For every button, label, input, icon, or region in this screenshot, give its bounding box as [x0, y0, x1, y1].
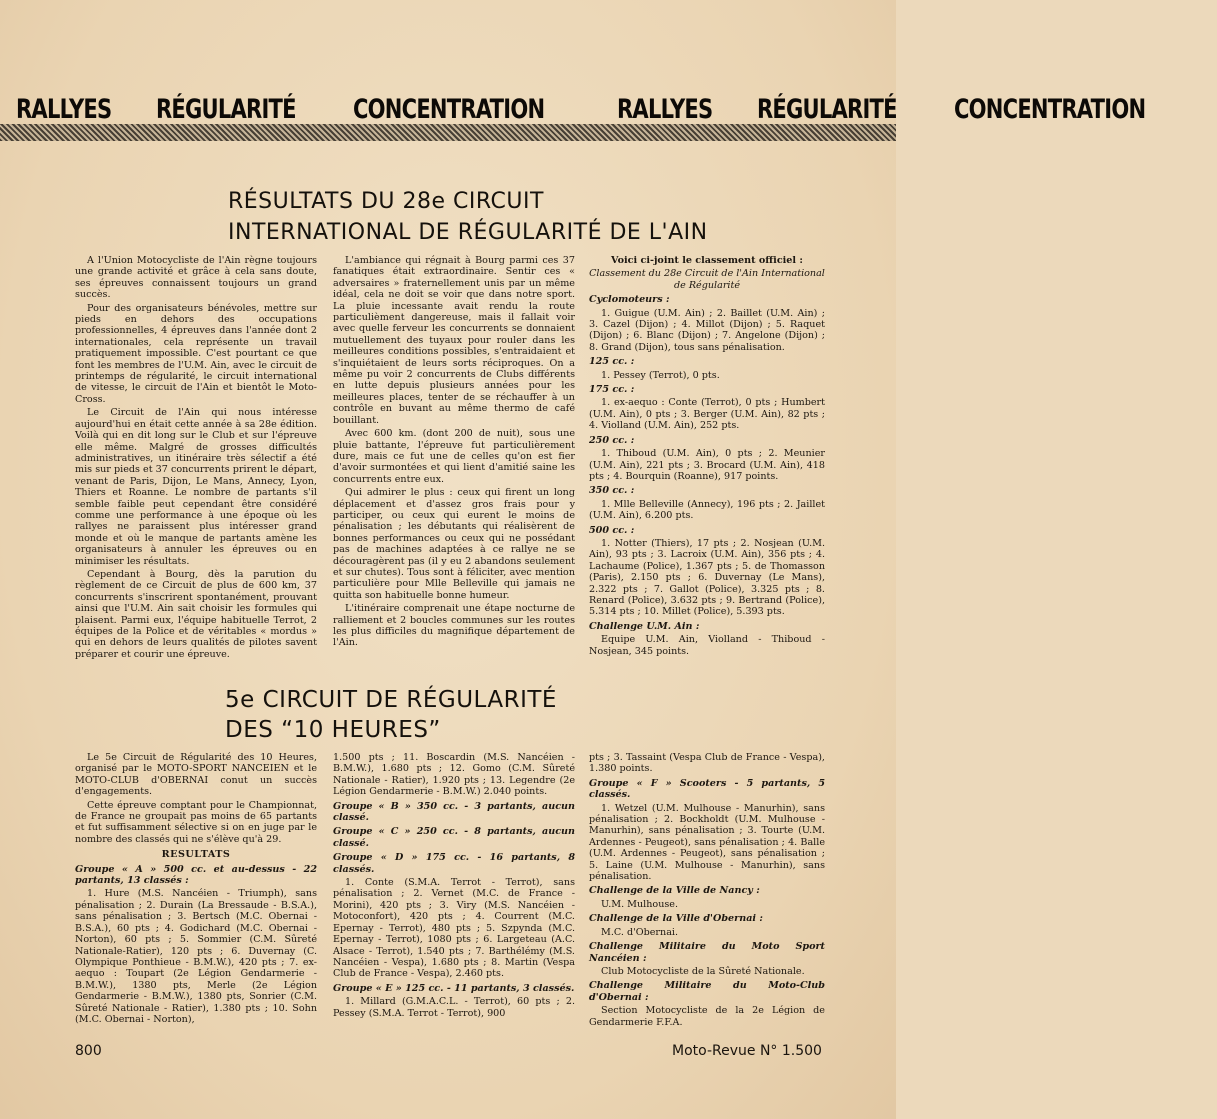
class-results: 1. Conte (S.M.A. Terrot - Terrot), sans pénalisation ; 2. Vernet (M.C. de France - Morini), 420 pts ; 3. Viry (M.S. Nancéien - Motoconfort), 420 pts ; 4. Courrent (M.C. Epernay - Terrot), 480 pts ; 5. Szpynda (M.C. Epernay - Terrot), 1080 pts ; 6. Largeteau (A.C. Alsace - Terrot), 1.540 pts ; 7. Barthélémy (M.S. Nancéien - Vespa), 1.680 pts ; 8. Martin (Vespa Club de France - Vespa), 2.460 pts.: [333, 877, 575, 980]
article2-column-1: [75, 752, 317, 1027]
class-heading: Challenge Militaire du Moto-Club d'Obernai :: [589, 980, 825, 1003]
class-heading: Groupe « C » 250 cc. - 8 partants, aucun classé.: [333, 826, 575, 849]
results-subtitle: Classement du 28e Circuit de l'Ain International de Régularité: [589, 268, 825, 291]
class-heading: Groupe « F » Scooters - 5 partants, 5 classés.: [589, 777, 825, 801]
banner-word: CONCENTRATION: [954, 93, 1146, 125]
article1-column-1: [75, 255, 317, 662]
page-number: 800: [75, 1043, 102, 1059]
class-results: 1. Pessey (Terrot), 0 pts.: [601, 369, 720, 381]
banner-word: RALLYES: [16, 93, 112, 125]
class-results: 1. Thiboud (U.M. Ain), 0 pts ; 2. Meunier (U.M. Ain), 221 pts ; 3. Brocard (U.M. Ain), 418 pts ; 4. Bourquin (Roanne), 917 points.: [589, 448, 825, 482]
banner-word: RALLYES: [616, 93, 713, 125]
results-heading: RESULTATS: [161, 849, 231, 861]
paragraph: Avec 600 km. (dont 200 de nuit), sous une pluie battante, l'épreuve fut particulièrement dure, mais ce fut une de celles qu'on est fier d'avoir surmontées et qui lient d'amitié saine les concurrents entre eux.: [333, 428, 575, 485]
class-results: Equipe U.M. Ain, Violland - Thiboud - Nosjean, 345 points.: [589, 634, 825, 657]
class-results: 1. Mlle Belleville (Annecy), 196 pts ; 2. Jaillet (U.M. Ain), 6.200 pts.: [589, 498, 825, 522]
class-results: M.C. d'Obernai.: [601, 926, 679, 938]
banner-word: RÉGULARITÉ: [156, 93, 297, 125]
class-results: 1. Notter (Thiers), 17 pts ; 2. Nosjean (U.M. Ain), 93 pts ; 3. Lacroix (U.M. Ain), 356 pts ; 4. Lachaume (Police), 1.367 pts ; 5. de Thomasson (Paris), 2.150 pts ; 6. Duvernay (Le Mans), 2.322 pts ; 7. Gallot (Police), 3.325 pts ; 8. Renard (Police), 3.632 pts ; 9. Bertrand (Police), 5.314 pts ; 10. Millet (Police), 5.393 pts.: [589, 537, 825, 618]
article1-title-line2: INTERNATIONAL DE RÉGULARITÉ DE L'AIN: [228, 220, 708, 245]
paragraph: L'itinéraire comprenait une étape nocturne de ralliement et 2 boucles communes sur les routes les plus difficiles du magnifique département de l'Ain.: [333, 603, 575, 649]
class-heading: Groupe « E » 125 cc. - 11 partants, 3 classés.: [333, 982, 575, 994]
group-a-results: 1. Hure (M.S. Nancéien - Triumph), sans pénalisation ; 2. Durain (La Bressaude - B.S.A.), sans pénalisation ; 3. Bertsch (M.C. Obernai - B.S.A.), 60 pts ; 4. Godichard (M.C. Obernai - Norton), 60 pts ; 5. Sommier (C.M. Sûreté Nationale-Ratier), 120 pts ; 6. Duvernay (C. Olympique Ponthieue - B.M.W.), 420 pts ; 7. ex-aequo : Toupart (2e Légion Gendarmerie - B.M.W.), 1380 pts, Merle (2e Légion Gendarmerie - B.M.W.), 1380 pts, Sonrier (C.M. Sûreté Nationale - Ratier), 1.380 pts ; 10. Sohn (M.C. Obernai - Norton),: [75, 888, 317, 1025]
class-results: 1. Guigue (U.M. Ain) ; 2. Baillet (U.M. Ain) ; 3. Cazel (Dijon) ; 4. Millot (Dijon) ; 5. Raquet (Dijon) ; 6. Blanc (Dijon) ; 7. Angelone (Dijon) ; 8. Grand (Dijon), tous sans pénalisation.: [589, 307, 825, 353]
class-heading: 500 cc. :: [589, 524, 635, 536]
class-results: 1. ex-aequo : Conte (Terrot), 0 pts ; Humbert (U.M. Ain), 0 pts ; 3. Berger (U.M. Ain), 82 pts ; 4. Violland (U.M. Ain), 252 pts.: [589, 397, 825, 432]
class-results: Section Motocycliste de la 2e Légion de Gendarmerie F.F.A.: [589, 1005, 825, 1028]
class-heading: 250 cc. :: [589, 434, 635, 446]
class-heading: 175 cc. :: [589, 384, 635, 396]
results-intro: Voici ci-joint le classement officiel :: [611, 255, 803, 266]
paragraph: Qui admirer le plus : ceux qui firent un long déplacement et d'assez gros frais pour y participer, ou ceux qui eurent le moins de pénalisation ; les débutants qui réalisèrent de bonnes performances ou ceux qui ne possédant pas de machines adaptées à ce rallye ne se découragèrent pas (il y eu 2 abandons seulement et sur chutes). Tous sont à féliciter, avec mention particulière pour Mlle Belleville qui jamais ne quitta son habituelle bonne humeur.: [333, 487, 575, 601]
magazine-issue: Moto-Revue N° 1.500: [672, 1043, 822, 1059]
class-heading: Groupe « B » 350 cc. - 3 partants, aucun classé.: [333, 800, 575, 824]
paragraph: Le Circuit de l'Ain qui nous intéresse aujourd'hui en était cette année à sa 28e édition. Voilà qui en dit long sur le Club et sur l'épreuve elle même. Malgré de grosses difficultés administratives, un itinéraire très sélectif a été mis sur pieds et 37 concurrents prirent le départ, venant de Paris, Dijon, Le Mans, Annecy, Lyon, Thiers et Roanne. Le nombre de partants s'il semble faible peut cependant être considéré comme une performance à une époque où les rallyes ne paraissent plus intéresser grand monde et où le manque de partants amène les organisateurs à annuler les épreuves ou en minimiser les résultats.: [75, 407, 317, 567]
class-results: U.M. Mulhouse.: [601, 898, 679, 910]
class-heading: Challenge Militaire du Moto Sport Nancéien :: [589, 941, 825, 964]
article1-title-line1: RÉSULTATS DU 28e CIRCUIT: [228, 189, 544, 214]
banner-hatch-divider: [0, 124, 896, 141]
paragraph: L'ambiance qui régnait à Bourg parmi ces 37 fanatiques était extraordinaire. Sentir ces « adversaires » fraternellement unis par un même idéal, cela ne doit se voir que dans notre sport. La pluie incessante avait rendu la route particulièment dangereuse, mais il fallait voir avec quelle ferveur les concurrents se donnaient mutuellement des tuyaux pour rouler dans les meilleures conditions possibles, s'entraidaient et s'inquiétaient de leurs sorts réciproques. On a même pu voir 2 concurrents de Clubs différents en lutte depuis plusieurs années pour les meilleures places, tenter de se réchauffer à un contrôle en buvant au même thermo de café bouillant.: [333, 255, 575, 426]
article2-title-line2: DES “10 HEURES”: [225, 717, 441, 743]
banner-word: CONCENTRATION: [353, 93, 545, 125]
class-heading: Challenge U.M. Ain :: [589, 620, 700, 632]
class-heading: 125 cc. :: [589, 356, 635, 368]
paragraph: A l'Union Motocycliste de l'Ain règne toujours une grande activité et grâce à cela sans doute, ses épreuves connaissent toujours un grand succès.: [75, 255, 317, 301]
article2-title-line1: 5e CIRCUIT DE RÉGULARITÉ: [225, 687, 557, 713]
group-e-continued: pts ; 3. Tassaint (Vespa Club de France - Vespa), 1.380 points.: [589, 752, 825, 775]
article2-column-3: [589, 752, 825, 1030]
article2-column-2: [333, 752, 575, 1021]
class-heading: Groupe « D » 175 cc. - 16 partants, 8 classés.: [333, 852, 575, 875]
class-heading: 350 cc. :: [589, 485, 635, 497]
section-banner: [0, 92, 1146, 126]
paragraph: Le 5e Circuit de Régularité des 10 Heures, organisé par le MOTO-SPORT NANCEIEN et le MOTO-CLUB d'OBERNAI conut un succès d'engagements.: [75, 752, 317, 798]
class-heading: Cyclomoteurs :: [589, 294, 670, 306]
paragraph: Cependant à Bourg, dès la parution du règlement de ce Circuit de plus de 600 km, 37 concurrents s'inscrirent spontanément, prouvant ainsi que l'U.M. Ain sait choisir les formules qui plaisent. Parmi eux, l'équipe habituelle Terrot, 2 équipes de la Police et de véritables « mordus » qui en dehors de leurs qualités de pilotes savent préparer et courir une épreuve.: [75, 568, 317, 660]
class-results: 1. Millard (G.M.A.C.L. - Terrot), 60 pts ; 2. Pessey (S.M.A. Terrot - Terrot), 900: [333, 996, 575, 1019]
group-a-continued: 1.500 pts ; 11. Boscardin (M.S. Nancéien - B.M.W.), 1.680 pts ; 12. Gomo (C.M. Sûreté Nationale - Ratier), 1.920 pts ; 13. Legendre (2e Légion Gendarmerie - B.M.W.) 2.040 points.: [333, 752, 575, 798]
article1-column-3: [589, 255, 825, 659]
article1-column-2: [333, 255, 575, 651]
group-a-title: Groupe « A » 500 cc. et au-dessus - 22 partants, 13 classés :: [75, 863, 317, 887]
class-heading: Challenge de la Ville de Nancy :: [589, 885, 760, 897]
class-results: 1. Wetzel (U.M. Mulhouse - Manurhin), sans pénalisation ; 2. Bockholdt (U.M. Mulhouse - Manurhin), sans pénalisation ; 3. Tourte (U.M. Ardennes - Peugeot), sans pénalisation ; 4. Balle (U.M. Ardennes - Peugeot), sans pénalisation ; 5. Laine (U.M. Mulhouse - Manurhin), sans pénalisation.: [589, 802, 825, 883]
class-results: Club Motocycliste de la Sûreté Nationale.: [601, 965, 805, 977]
banner-word: RÉGULARITÉ: [757, 93, 897, 125]
paragraph: Cette épreuve comptant pour le Championnat, de France ne groupait pas moins de 65 partants et fut suffisamment sélective si on en juge par le nombre des classés qui ne s'élève qu'à 29.: [75, 799, 317, 845]
paragraph: Pour des organisateurs bénévoles, mettre sur pieds en dehors des occupations professionnelles, 4 épreuves dans l'année dont 2 internationales, cela représente un travail pratiquement impossible. C'est pourtant ce que font les membres de l'U.M. Ain, avec le circuit de printemps de régularité, le circuit international de vitesse, le circuit de l'Ain et bientôt le Moto-Cross.: [75, 302, 317, 405]
class-heading: Challenge de la Ville d'Obernai :: [589, 913, 763, 925]
